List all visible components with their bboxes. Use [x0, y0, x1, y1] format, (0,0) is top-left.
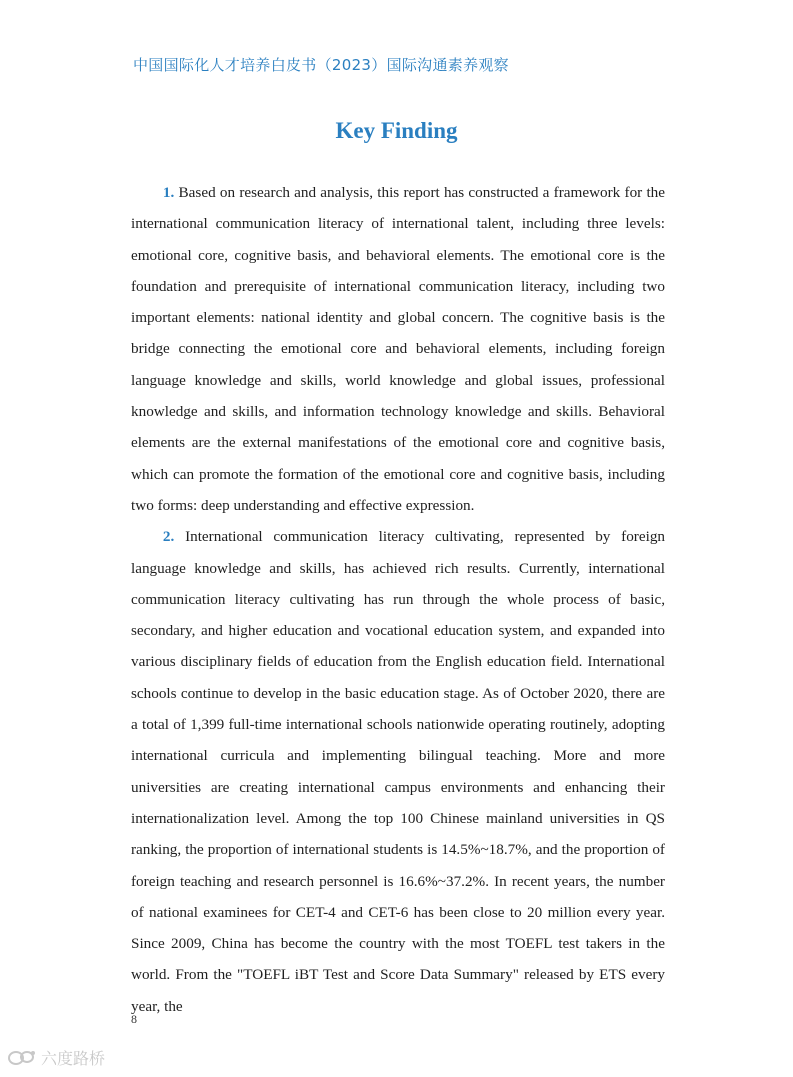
paragraph-1: [131, 177, 665, 521]
watermark-text: 六度路桥: [41, 1049, 106, 1068]
paragraph-text: International communication literacy cultivating, represented by foreign language knowledge and skills, has achieved rich results. Currently, international communication literacy cultivating has run through the whole process of basic, secondary, and higher education and vocational education system, and expanded into various disciplinary fields of education from the English education field. International schools continue to develop in the basic education stage. As of October 2020, there are a total of 1,399 full-time international schools nationwide operating routinely, adopting international curricula and implementing bilingual teaching. More and more universities are creating international campus environments and enhancing their internationalization level. Among the top 100 Chinese mainland universities in QS ranking, the proportion of international students is 14.5%~18.7%, and the proportion of foreign teaching and research personnel is 16.6%~37.2%. In recent years, the number of national examinees for CET-4 and CET-6 has been close to 20 million every year. Since 2009, China has become the country with the most TOEFL test takers in the world. From the "TOEFL iBT Test and Score Data Summary" released by ETS every year, the: [131, 528, 666, 1015]
body-text: [131, 177, 665, 1022]
paragraph-number: 2.: [162, 528, 175, 546]
logo-icon: [7, 1049, 37, 1067]
running-header: 中国国际化人才培养白皮书（2023）国际沟通素养观察: [133, 56, 509, 74]
paragraph-number: 1.: [162, 184, 175, 201]
section-title: Key Finding: [335, 118, 458, 143]
paragraph-text: Based on research and analysis, this report has constructed a framework for the international communication literacy of international talent, including three levels: emotional core, cognitive basis, and behavioral elements. The emotional core is the foundation and prerequisite of international communication literacy, including two important elements: national identity and global concern. The cognitive basis is the bridge connecting the emotional core and behavioral elements, including foreign language knowledge and skills, world knowledge and global issues, professional knowledge and skills, and information technology knowledge and skills. Behavioral elements are the external manifestations of the emotional core and cognitive basis, which can promote the formation of the emotional core and cognitive basis, including two forms: deep understanding and effective expression.: [131, 184, 666, 514]
page-number: 8: [131, 1012, 137, 1026]
paragraph-2: [131, 521, 665, 1022]
watermark: [7, 1046, 105, 1069]
